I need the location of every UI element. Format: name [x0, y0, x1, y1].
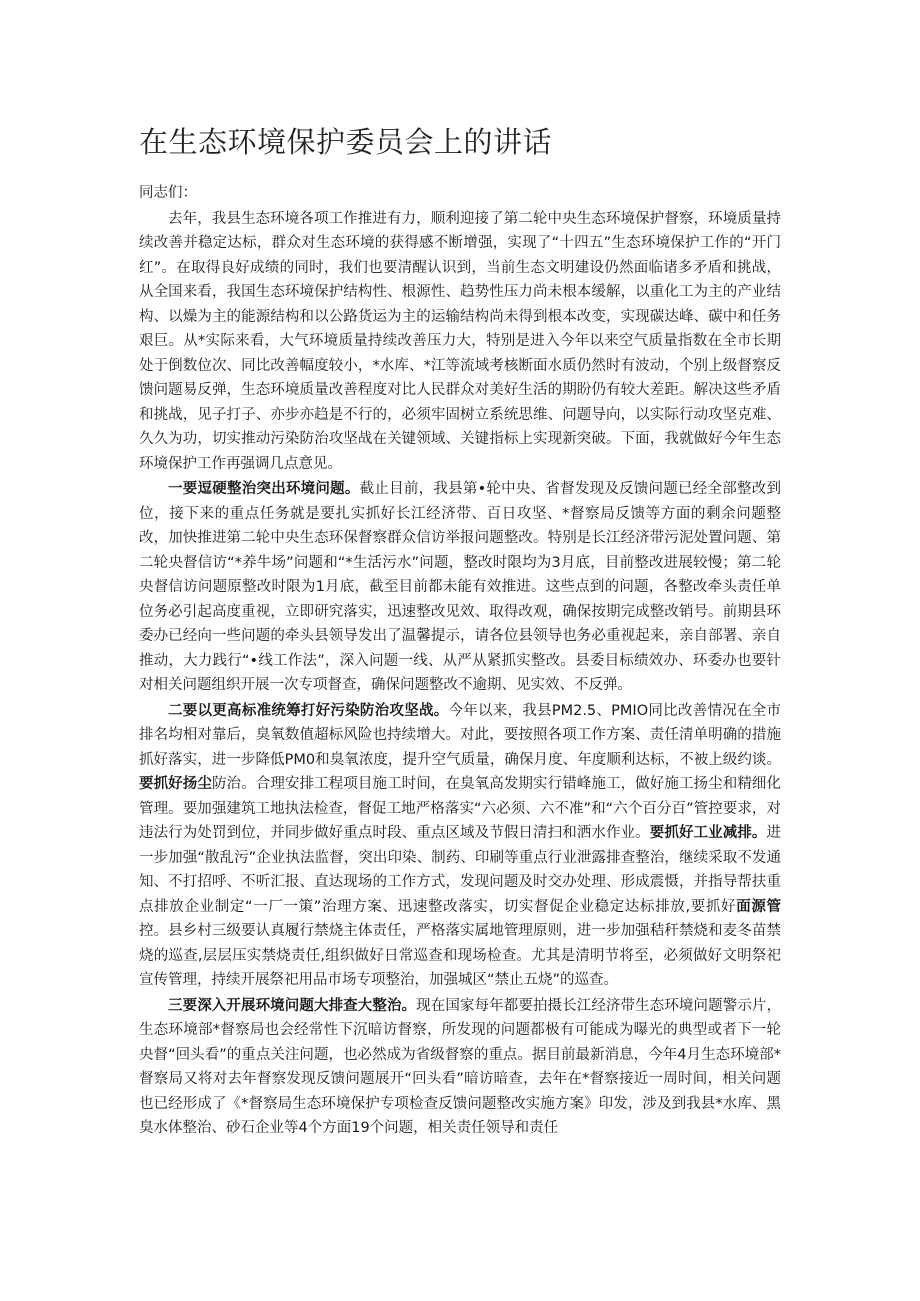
sub-heading: 面源管	[736, 898, 781, 915]
sub-heading: 要抓好扬尘	[139, 776, 212, 792]
paragraph-point-three	[139, 994, 781, 1141]
paragraph-text: 进一步加强“散乱污”企业执法监督，突出印染、制药、印刷等重点行业泄露排查整治，继续采取不发通知、不打招呼、不听汇报、直达现场的工作方式，发现问题及时交办处理、形成震慑，并指导帮扶重点排放企业制定“一厂一策”治理方案、迅速整改落实，切实督促企业稳定达标排放,要抓好	[139, 825, 782, 915]
paragraph-text: 去年，我县生态环境各项工作推进有力，顺利迎接了第二轮中央生态环境保护督察，环境质量持续改善并稳定达标，群众对生态环境的获得感不断增强，实现了“十四五”生态环境保护工作的“开门红”。在取得良好成绩的同时，我们也要清醒认识到，当前生态文明建设仍然面临诸多矛盾和挑战，从全国来看，我国生态环境保护结构性、根源性、趋势性压力尚未根本缓解，以重化工为主的产业结构、以燥为主的能源结构和以公路货运为主的运输结构尚未得到根本改变，实现碳达峰、碳中和任务艰巨。从*实际来看，大气环境质量持续改善压力大，特别是进入今年以来空气质量指数在全市长期处于倒数位次、同比改善幅度较小，*水库、*江等流域考核断面水质仍然时有波动，个别上级督察反馈问题易反弹，生态环境质量改善程度对比人民群众对美好生活的期盼仍有较大差距。解决这些矛盾和挑战，见子打子、亦步亦趋是不行的，必须牢固树立系统思维、问题导向，以实际行动攻坚克难、久久为功，切实推动污染防治攻坚战在关键领域、关键指标上实现新突破。下面，我就做好今年生态环境保护工作再强调几点意见。	[139, 210, 781, 472]
paragraph-text: 控。县乡村三级要认真履行禁烧主体责任，严格落实属地管理原则，进一步加强秸秆禁烧和麦冬苗禁烧的巡查,层层压实禁烧责任,组织做好日常巡查和现场检查。尤其是清明节将至，必须做好文明祭祀宣传管理，持续开展祭祀用品市场专项整治，加强城区“禁止五烧”的巡查。	[139, 923, 781, 988]
paragraph-intro	[139, 207, 781, 477]
paragraph-text: 防治。合理安排工程项目施工时间，在臭氧高发期实行错峰施工，做好施工扬尘和精细化管理。要加强建筑工地执法检查，督促工地严格落实“六必须、六不准”和“六个百分百”管控要求，对违法行为处罚到位，并同步做好重点时段、重点区域及节假日清扫和洒水作业。	[139, 776, 782, 841]
paragraph-point-two	[139, 699, 781, 993]
point-heading: 一要逗硬整治突出环境问题。	[168, 481, 360, 497]
point-heading: 二要以更高标准统筹打好污染防治攻坚战。	[168, 702, 449, 719]
document-title: 在生态环境保护委员会上的讲话	[139, 125, 553, 159]
paragraph-text: 截止目前，我县第•轮中央、省督发现及反馈问题已经全部整改到位，接下来的重点任务就是要扎实抓好长江经济带、百日攻坚、*督察局反馈等方面的剩余问题整改，加快推进第二轮中央生态环保督察群众信访举报问题整改。特别是长江经济带污泥处置问题、第二轮央督信访“*养牛场”问题和“*生活污水”问题，整改时限均为3月底，目前整改进展较慢；第二轮央督信访问题原整改时限为1月底，截至目前都未能有效推进。这些点到的问题，各整改牵头责任单位务必引起高度重视，立即研究落实，迅速整改见效、取得改观，确保按期完成整改销号。前期县环委办已经向一些问题的牵头县领导发出了温馨提示，请各位县领导也务必重视起来，亲自部署、亲自推动，大力践行“•线工作法”，深入问题一线、从严从紧抓实整改。县委目标绩效办、环委办也要针对相关问题组织开展一次专项督查，确保问题整改不逾期、见实效、不反弹。	[139, 481, 781, 693]
paragraph-text: 现在国家每年都要拍摄长江经济带生态环境问题警示片，生态环境部*督察局也会经常性下沉暗访督察，所发现的问题都极有可能成为曝光的典型或者下一轮央督“回头看”的重点关注问题，也必然成为省级督察的重点。据目前最新消息，今年4月生态环境部*督察局又将对去年督察发现反馈问题展开“回头看”暗访暗查，去年在*督察接近一周时间，相关问题也已经形成了《*督察局生态环境保护专项检查反馈问题整改实施方案》印发，涉及到我县*水库、黑臭水体整治、砂石企业等4个方面19个问题，相关责任领导和责任	[139, 997, 782, 1136]
salutation: 同志们：	[139, 185, 197, 201]
point-heading: 三要深入开展环境问题大排查大整治。	[168, 997, 417, 1014]
sub-heading: 要抓好工业减排。	[649, 825, 767, 841]
paragraph-text: 今年以来，我县PM2.5、PMIO同比改善情况在全市排名均相对靠后，臭氧数值超标风险也持续增大。对此，要按照各项工作方案、责任清单明确的措施抓好落实，进一步降低PM0和臭氧浓度，提升空气质量，确保月度、年度顺利达标，不被上级约谈。	[139, 702, 781, 768]
paragraph-point-one	[139, 477, 781, 698]
document-body	[139, 181, 781, 1142]
